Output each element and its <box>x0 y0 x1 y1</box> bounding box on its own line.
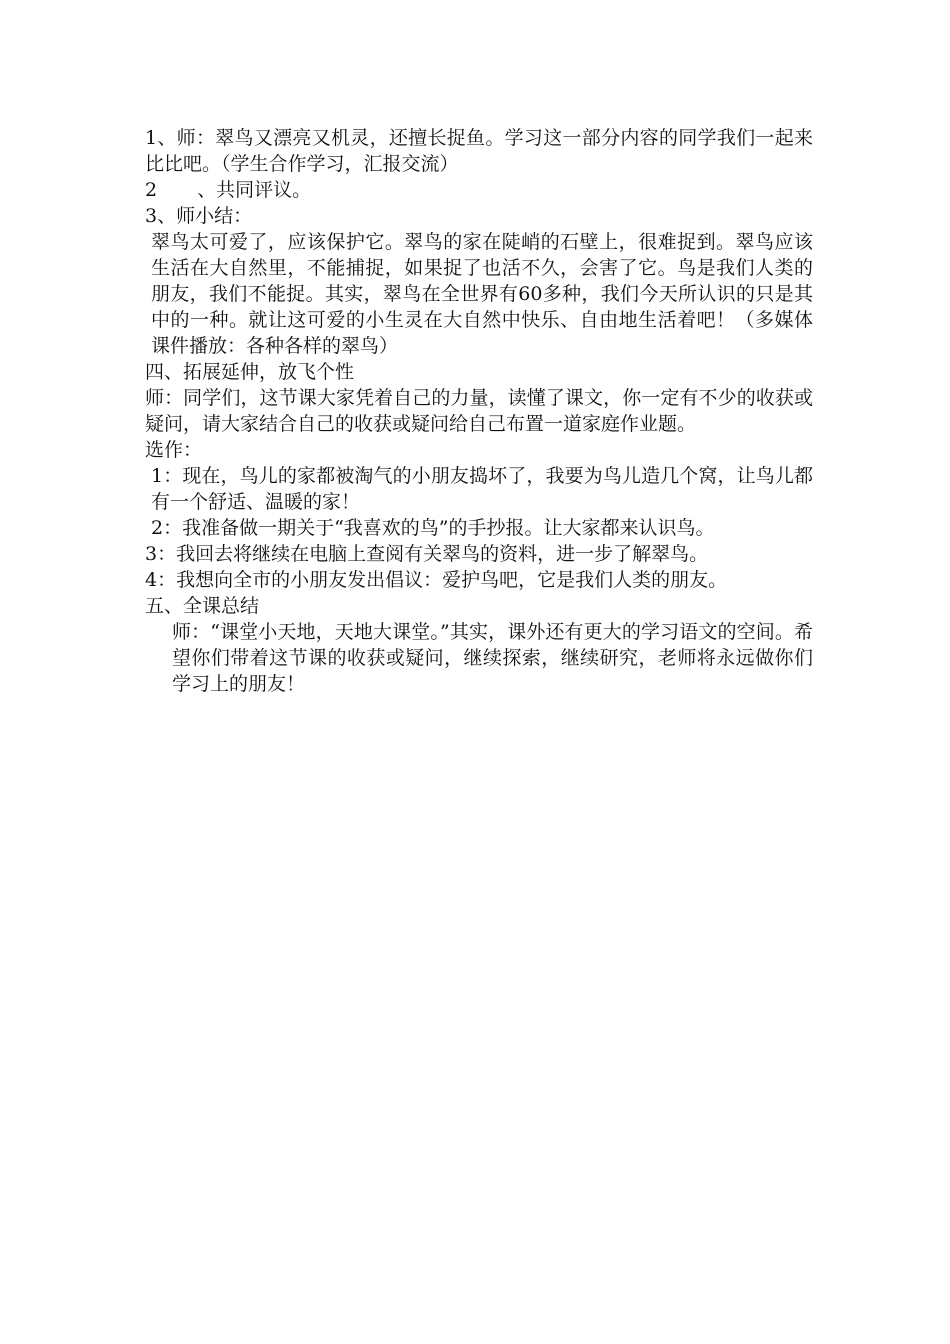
list-item-option-4: 4：我想向全市的小朋友发出倡议：爱护鸟吧，它是我们人类的朋友。 <box>145 569 728 591</box>
paragraph-homework-intro: 师：同学们，这节课大家凭着自己的力量，读懂了课文，你一定有不少的收获或疑问，请大家结合自己的收获或疑问给自己布置一道家庭作业题。 <box>145 387 813 435</box>
list-item-option-2: 2：我准备做一期关于“我喜欢的鸟”的手抄报。让大家都来认识鸟。 <box>151 517 715 539</box>
paragraph-summary-text: 翠鸟太可爱了，应该保护它。翠鸟的家在陡峭的石壁上，很难捉到。翠鸟应该生活在大自然里，不能捕捉，如果捉了也活不久，会害了它。鸟是我们人类的朋友，我们不能捉。其实，翠鸟在全世界有60多种，我们今天所认识的只是其中的一种。就让这可爱的小生灵在大自然中快乐、自由地生活着吧！（多媒体课件播放：各种各样的翠鸟） <box>151 231 813 357</box>
list-item-option-3: 3：我回去将继续在电脑上查阅有关翠鸟的资料，进一步了解翠鸟。 <box>145 543 709 565</box>
document-body <box>145 125 813 697</box>
section-heading-conclusion: 五、全课总结 <box>145 595 260 617</box>
paragraph-closing: 师：“课堂小天地，天地大课堂。”其实，课外还有更大的学习语文的空间。希望你们带着这节课的收获或疑问，继续探索，继续研究，老师将永远做你们学习上的朋友！ <box>172 621 813 695</box>
item-text: 、共同评议。 <box>197 179 312 201</box>
list-item-option-1: 1：现在，鸟儿的家都被淘气的小朋友捣坏了，我要为鸟儿造几个窝，让鸟儿都有一个舒适、温暖的家！ <box>151 465 813 513</box>
section-heading-extension: 四、拓展延伸，放飞个性 <box>145 361 355 383</box>
paragraph-summary-heading: 3、师小结： <box>145 205 253 227</box>
paragraph-optional-label: 选作： <box>145 439 203 461</box>
paragraph-teacher-intro: 1、师：翠鸟又漂亮又机灵，还擅长捉鱼。学习这一部分内容的同学我们一起来比比吧。（学生合作学习，汇报交流） <box>145 127 813 175</box>
item-number: 2 <box>145 179 158 201</box>
paragraph-peer-review <box>145 177 813 203</box>
